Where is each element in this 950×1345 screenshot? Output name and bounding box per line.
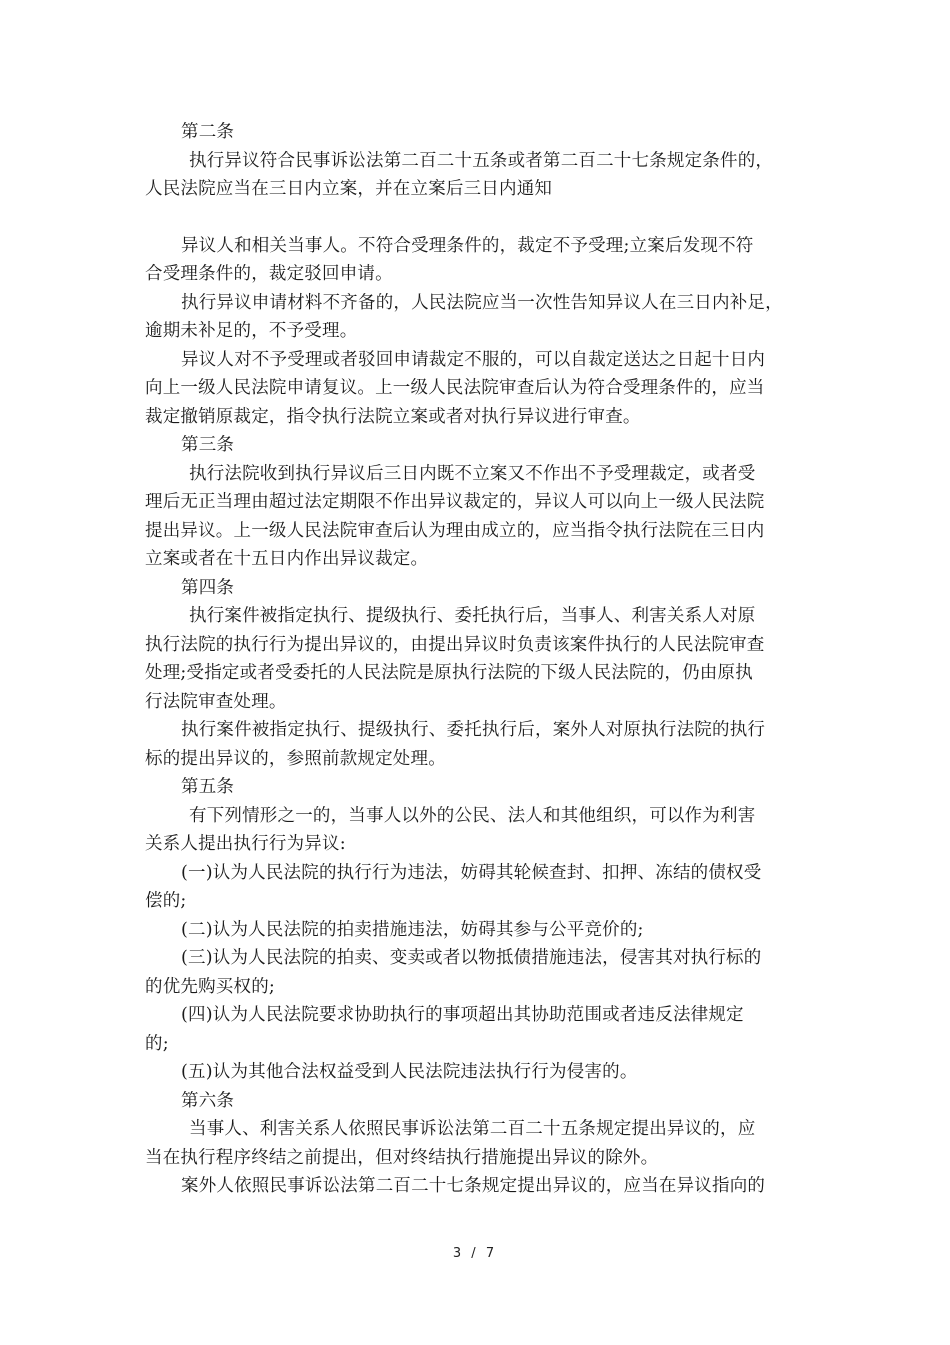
list-item: (五)认为其他合法权益受到人民法院违法执行行为侵害的。 (181, 1062, 638, 1082)
paragraph-line: 裁定撤销原裁定，指令执行法院立案或者对执行异议进行审查。 (145, 406, 641, 427)
paragraph-line: 执行异议符合民事诉讼法第二百二十五条或者第二百二十七条规定条件的， (189, 150, 774, 171)
page-break-gap (145, 204, 810, 232)
paragraph-line: 逾期未补足的，不予受理。 (145, 321, 358, 341)
list-item: (二)认为人民法院的拍卖措施违法，妨碍其参与公平竞价的; (181, 919, 644, 940)
article-heading: 第三条 (181, 435, 235, 455)
paragraph-line: 执行案件被指定执行、提级执行、委托执行后，案外人对原执行法院的执行 (181, 720, 766, 740)
paragraph-line: 执行法院的执行行为提出异议的，由提出异议时负责该案件执行的人民法院审查 (145, 634, 765, 655)
paragraph-line: 的; (145, 1033, 169, 1054)
paragraph-line: 提出异议。上一级人民法院审查后认为理由成立的，应当指令执行法院在三日内 (145, 520, 765, 541)
paragraph-line: 执行案件被指定执行、提级执行、委托执行后，当事人、利害关系人对原 (189, 606, 756, 626)
paragraph-line: 异议人和相关当事人。不符合受理条件的，裁定不予受理;立案后发现不符 (181, 235, 754, 256)
paragraph-line: 有下列情形之一的，当事人以外的公民、法人和其他组织，可以作为利害 (189, 805, 756, 826)
paragraph-line: 执行法院收到执行异议后三日内既不立案又不作出不予受理裁定，或者受 (189, 463, 756, 484)
list-item: (一)认为人民法院的执行行为违法，妨碍其轮候查封、扣押、冻结的债权受 (181, 862, 762, 883)
paragraph-line: 关系人提出执行行为异议: (145, 834, 346, 854)
list-item: (三)认为人民法院的拍卖、变卖或者以物抵债措施违法，侵害其对执行标的 (181, 948, 762, 968)
paragraph-line: 人民法院应当在三日内立案，并在立案后三日内通知 (145, 179, 553, 199)
article-heading: 第四条 (181, 577, 235, 598)
paragraph-line: 的优先购买权的; (145, 976, 275, 997)
article-heading: 第二条 (181, 122, 235, 142)
paragraph-line: 处理;受指定或者受委托的人民法院是原执行法院的下级人民法院的，仍由原执 (145, 663, 753, 683)
paragraph-line: 偿的; (145, 891, 187, 911)
paragraph-line: 合受理条件的，裁定驳回申请。 (145, 264, 393, 284)
article-heading: 第五条 (181, 777, 235, 797)
list-item: (四)认为人民法院要求协助执行的事项超出其协助范围或者违反法律规定 (181, 1005, 744, 1025)
paragraph-line: 理后无正当理由超过法定期限不作出异议裁定的，异议人可以向上一级人民法院 (145, 492, 765, 512)
paragraph-line: 行法院审查处理。 (145, 691, 287, 712)
article-heading: 第六条 (181, 1090, 235, 1111)
paragraph-line: 异议人对不予受理或者驳回申请裁定不服的，可以自裁定送达之日起十日内 (181, 349, 766, 370)
paragraph-line: 当事人、利害关系人依照民事诉讼法第二百二十五条规定提出异议的，应 (189, 1119, 756, 1139)
paragraph-line: 案外人依照民事诉讼法第二百二十七条规定提出异议的，应当在异议指向的 (181, 1176, 766, 1196)
paragraph-line: 立案或者在十五日内作出异议裁定。 (145, 549, 429, 569)
paragraph-line: 执行异议申请材料不齐备的，人民法院应当一次性告知异议人在三日内补足， (181, 292, 783, 313)
paragraph-line: 向上一级人民法院申请复议。上一级人民法院审查后认为符合受理条件的，应当 (145, 378, 765, 398)
document-body (145, 118, 810, 1201)
paragraph-line: 当在执行程序终结之前提出，但对终结执行措施提出异议的除外。 (145, 1147, 659, 1168)
paragraph-line: 标的提出异议的，参照前款规定处理。 (145, 748, 446, 769)
page-number: 3 / 7 (452, 1246, 498, 1261)
